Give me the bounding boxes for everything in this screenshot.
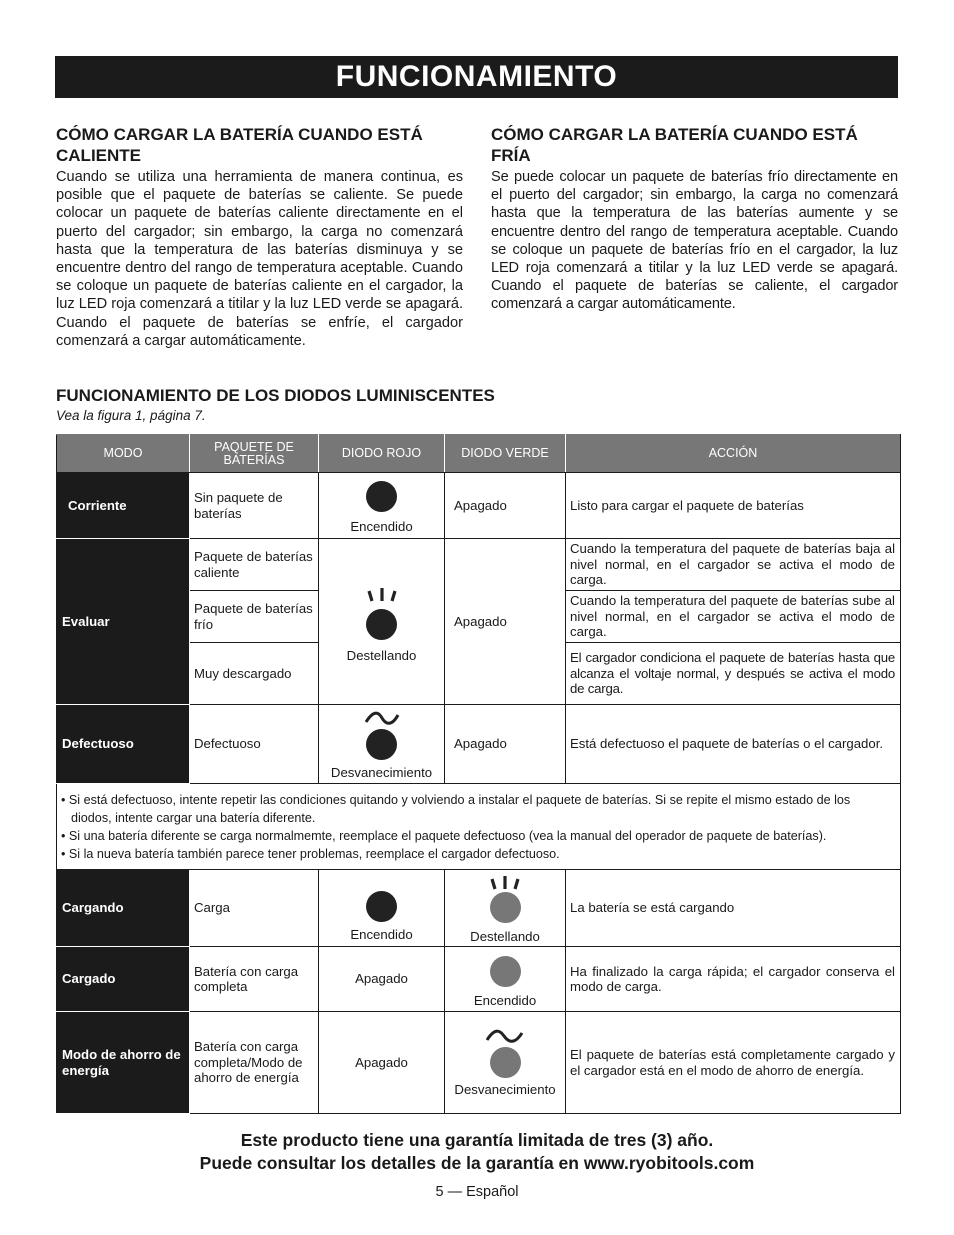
warranty-line-2: Puede consultar los detalles de la garantía en www.ryobitools.com (199, 1153, 755, 1173)
red-led-evaluar (319, 539, 445, 705)
green-led-caption: Desvanecimiento (454, 1082, 556, 1097)
pack-corriente: Sin paquete de baterías (190, 473, 319, 539)
led-section-heading: FUNCIONAMIENTO DE LOS DIODOS LUMINISCENTES (56, 386, 495, 405)
blink-rays-icon (362, 587, 402, 607)
col-header-pack (190, 435, 319, 473)
hot-battery-body: Cuando se utiliza una herramienta de manera continua, es posible que el paquete de baterías se caliente. Se puede colocar un paquete de baterías caliente directamente en el puerto del cargador; sin embargo, la carga no comenzará hasta que la temperatura de las baterías disminuya y se encuentre dentro del rango de temperatura aceptable. Cuando se coloque un paquete de baterías caliente en el cargador, la luz LED roja comenzará a titilar y la luz LED verde se apagará. Cuando el paquete de baterías se enfríe, el cargador comenzará a cargar automáticamente. (56, 169, 463, 349)
green-led-caption: Encendido (473, 993, 537, 1008)
pack-evaluar-discharged: Muy descargado (190, 643, 319, 705)
mode-cargado-label: Cargado (62, 971, 116, 987)
red-led-caption: Encendido (350, 519, 413, 534)
action-cargado: Ha finalizado la carga rápida; el cargador conserva el modo de carga. (566, 947, 901, 1012)
mode-defectuoso-label: Defectuoso (62, 736, 134, 752)
green-led-on-icon (490, 956, 521, 987)
page-banner: FUNCIONAMIENTO (55, 56, 898, 98)
green-led-cargando (445, 870, 566, 947)
fade-wave-icon (484, 1029, 526, 1045)
mode-evaluar-label: Evaluar (62, 613, 110, 629)
red-led-caption: Encendido (350, 927, 413, 942)
red-led-blink-icon (366, 609, 397, 640)
red-led-caption: Destellando (346, 648, 417, 663)
col-header-green: DIODO VERDE (445, 435, 566, 473)
mode-cargando-label: Cargando (62, 900, 124, 916)
led-section-reference: Vea la figura 1, página 7. (56, 408, 206, 423)
note-item: • Si está defectuoso, intente repetir las condiciones quitando y volviendo a instalar el paquete de baterías. Si se repite el mismo estado de los diodos, intente cargar una batería diferente. (61, 792, 851, 825)
note-item: • Si la nueva batería también parece tener problemas, reemplace el cargador defectuoso. (61, 846, 560, 861)
fade-wave-icon (363, 711, 401, 727)
col-header-mode: MODO (57, 435, 190, 473)
green-led-blink-icon (490, 892, 521, 923)
red-led-on-icon (366, 481, 397, 512)
note-item: • Si una batería diferente se carga normalmemte, reemplace el paquete defectuoso (vea la manual del operador de paquete de baterías). (61, 828, 827, 843)
pack-evaluar-hot: Paquete de baterías caliente (190, 539, 319, 591)
action-evaluar-discharged: El cargador condiciona el paquete de baterías hasta que alcanza el voltaje normal, y después se activa el modo de carga. (566, 643, 901, 705)
col-header-red: DIODO ROJO (319, 435, 445, 473)
mode-ahorro-label: Modo de ahorro de energía (62, 1047, 181, 1078)
pack-cargado: Batería con carga completa (190, 947, 319, 1012)
green-led-cargado (445, 947, 566, 1012)
page-number: 5 — Español (435, 1184, 519, 1200)
red-led-ahorro: Apagado (319, 1012, 445, 1114)
red-led-defectuoso (319, 705, 445, 784)
pack-defectuoso: Defectuoso (190, 705, 319, 784)
pack-evaluar-cold: Paquete de baterías frío (190, 591, 319, 643)
cold-battery-section (491, 124, 898, 314)
cold-battery-heading: CÓMO CARGAR LA BATERÍA CUANDO ESTÁ FRÍA (491, 125, 858, 165)
col-header-pack-text: PAQUETE DE BATERÍAS (214, 439, 294, 467)
red-led-caption: Desvanecimiento (330, 765, 433, 780)
red-led-on-icon (366, 891, 397, 922)
col-header-action: ACCIÓN (566, 435, 901, 473)
red-led-cargado: Apagado (319, 947, 445, 1012)
green-led-caption: Destellando (470, 929, 540, 944)
cold-battery-body: Se puede colocar un paquete de baterías frío directamente en el puerto del cargador; sin embargo, la carga no comenzará hasta que la temperatura de las baterías aumente y se encuentre dentro del rango de temperatura aceptable. Cuando se coloque un paquete de baterías frío en el cargador, la luz LED roja comenzará a titilar y la luz LED verde se apagará. Cuando el paquete de baterías se caliente, el cargador comenzará a cargar automáticamente. (491, 169, 898, 313)
mode-cargado (57, 947, 190, 1012)
green-led-evaluar: Apagado (445, 539, 566, 705)
led-status-table (56, 434, 901, 1114)
green-led-defectuoso: Apagado (445, 705, 566, 784)
pack-cargando: Carga (190, 870, 319, 947)
defect-notes (57, 784, 901, 870)
action-corriente: Listo para cargar el paquete de baterías (566, 473, 901, 539)
red-led-cargando (319, 870, 445, 947)
action-defectuoso: Está defectuoso el paquete de baterías o el cargador. (566, 705, 901, 784)
mode-ahorro (57, 1012, 190, 1114)
red-led-corriente (319, 473, 445, 539)
mode-defectuoso (57, 705, 190, 784)
action-ahorro: El paquete de baterías está completamente cargado y el cargador está en el modo de ahorro de energía. (566, 1012, 901, 1114)
warranty-line-1: Este producto tiene una garantía limitada de tres (3) año. (240, 1130, 714, 1150)
action-evaluar-cold: Cuando la temperatura del paquete de baterías sube al nivel normal, en el cargador se activa el modo de carga. (566, 591, 901, 643)
mode-corriente-label: Corriente (68, 497, 127, 513)
green-led-ahorro (445, 1012, 566, 1114)
mode-cargando (57, 870, 190, 947)
hot-battery-heading: CÓMO CARGAR LA BATERÍA CUANDO ESTÁ CALIENTE (56, 125, 423, 165)
red-led-fade-icon (366, 729, 397, 760)
hot-battery-section (56, 124, 463, 350)
pack-ahorro: Batería con carga completa/Modo de ahorro de energía (190, 1012, 319, 1114)
green-led-fade-icon (490, 1047, 521, 1078)
mode-evaluar (57, 539, 190, 705)
mode-corriente (57, 473, 190, 539)
action-evaluar-hot: Cuando la temperatura del paquete de baterías baja al nivel normal, en el cargador se activa el modo de carga. (566, 539, 901, 591)
action-cargando: La batería se está cargando (566, 870, 901, 947)
green-led-corriente: Apagado (445, 473, 566, 539)
